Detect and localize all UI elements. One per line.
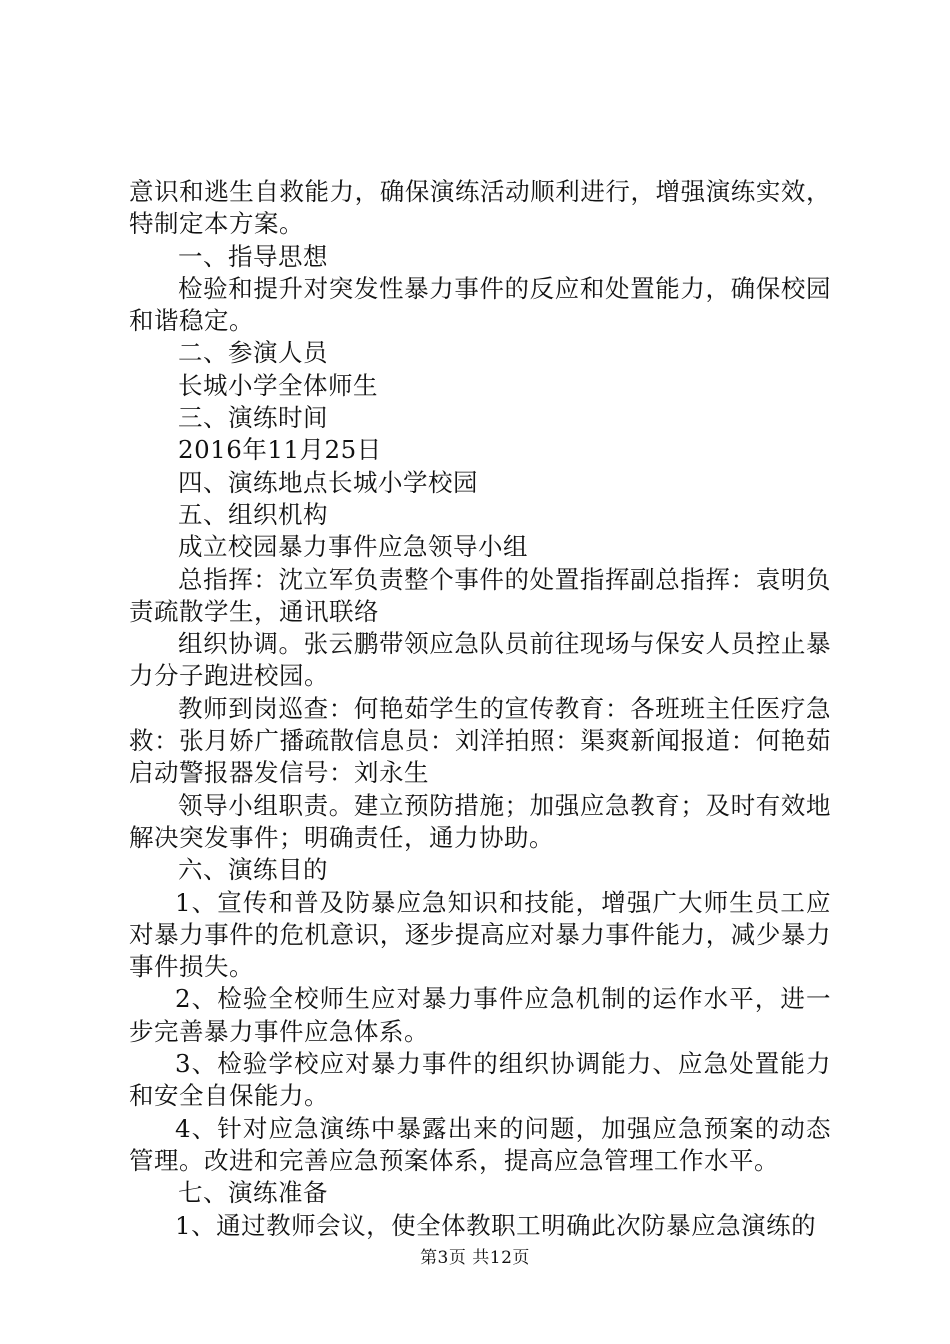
paragraph-group-duties: 领导小组职责。建立预防措施；加强应急教育；及时有效地解决突发事件；明确责任，通力协助。 (129, 790, 831, 852)
document-body (129, 176, 831, 1242)
paragraph-purpose-4: 4、针对应急演练中暴露出来的问题，加强应急预案的动态管理。改进和完善应急预案体系，提高应急管理工作水平。 (129, 1113, 831, 1175)
paragraph-commanders: 总指挥：沈立军负责整个事件的处置指挥副总指挥：袁明负责疏散学生，通讯联络 (129, 564, 831, 626)
section-heading-drill-time: 三、演练时间 (178, 403, 328, 433)
section-heading-drill-preparation: 七、演练准备 (178, 1178, 328, 1208)
paragraph-purpose-3: 3、检验学校应对暴力事件的组织协调能力、应急处置能力和安全自保能力。 (129, 1049, 831, 1111)
section-heading-organization: 五、组织机构 (178, 499, 328, 529)
paragraph-preparation-1: 1、通过教师会议，使全体教职工明确此次防暴应急演练的 (175, 1210, 817, 1240)
paragraph-purpose-2: 2、检验全校师生应对暴力事件应急机制的运作水平，进一步完善暴力事件应急体系。 (129, 984, 831, 1046)
paragraph-coordination: 组织协调。张云鹏带领应急队员前往现场与保安人员控止暴力分子跑进校园。 (129, 629, 831, 691)
paragraph-intro: 意识和逃生自救能力，确保演练活动顺利进行，增强演练实效，特制定本方案。 (129, 177, 831, 239)
paragraph-drill-time: 2016年11月25日 (178, 435, 382, 465)
section-heading-participants: 二、参演人员 (178, 338, 328, 368)
paragraph-staff-roles: 教师到岗巡查：何艳茹学生的宣传教育：各班班主任医疗急救：张月娇广播疏散信息员：刘洋拍照：渠爽新闻报道：何艳茹启动警报器发信号：刘永生 (129, 693, 831, 788)
section-heading-guiding-ideology: 一、指导思想 (178, 241, 328, 271)
section-heading-drill-location: 四、演练地点长城小学校园 (178, 467, 478, 497)
paragraph-leadership-group: 成立校园暴力事件应急领导小组 (178, 532, 528, 562)
paragraph-purpose-1: 1、宣传和普及防暴应急知识和技能，增强广大师生员工应对暴力事件的危机意识，逐步提高应对暴力事件能力，减少暴力事件损失。 (129, 887, 831, 982)
section-heading-drill-purpose: 六、演练目的 (178, 855, 328, 885)
paragraph-guiding-ideology: 检验和提升对突发性暴力事件的反应和处置能力，确保校园和谐稳定。 (129, 273, 831, 336)
paragraph-participants: 长城小学全体师生 (178, 370, 378, 400)
page-number-footer: 第3页 共12页 (420, 1248, 530, 1268)
